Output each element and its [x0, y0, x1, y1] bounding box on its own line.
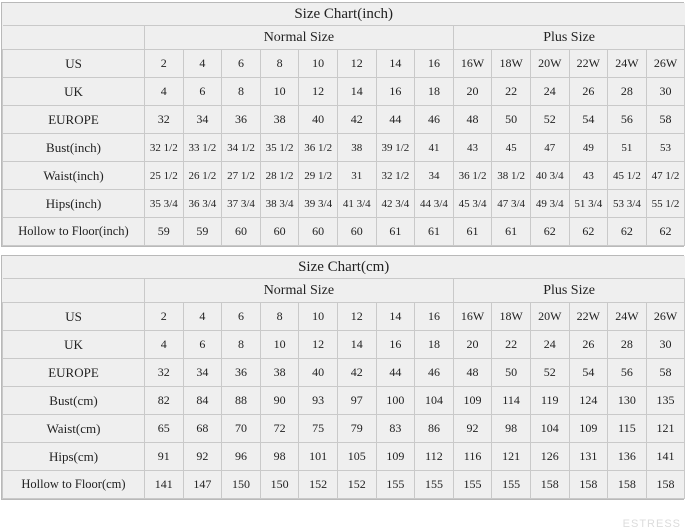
table-row [3, 443, 685, 471]
row-label: US [3, 303, 145, 331]
row-label: Waist(inch) [3, 162, 145, 190]
cell: 101 [299, 443, 338, 471]
cell: 6 [183, 331, 222, 359]
cell: 18 [415, 331, 454, 359]
cell: 10 [260, 78, 299, 106]
cell: 59 [145, 218, 184, 246]
cell: 104 [530, 415, 569, 443]
cell: 24W [608, 303, 647, 331]
cell: 27 1/2 [222, 162, 261, 190]
cell: 16 [415, 50, 454, 78]
cell: 155 [492, 471, 531, 499]
cell: 51 [608, 134, 647, 162]
cell: 126 [530, 443, 569, 471]
cell: 47 1/2 [646, 162, 685, 190]
cell: 61 [415, 218, 454, 246]
cell: 48 [453, 359, 492, 387]
cell: 109 [569, 415, 608, 443]
cell: 28 [608, 331, 647, 359]
cell: 44 [376, 359, 415, 387]
cell: 32 1/2 [145, 134, 184, 162]
cell: 56 [608, 359, 647, 387]
cell: 2 [145, 50, 184, 78]
cell: 155 [453, 471, 492, 499]
cell: 41 [415, 134, 454, 162]
cell: 150 [222, 471, 261, 499]
cell: 61 [453, 218, 492, 246]
cell: 86 [415, 415, 454, 443]
cell: 10 [299, 303, 338, 331]
table-title-row [3, 256, 685, 279]
cell: 40 3/4 [530, 162, 569, 190]
cell: 36 [222, 106, 261, 134]
cell: 20W [530, 303, 569, 331]
cell: 16W [453, 50, 492, 78]
table-row [3, 303, 685, 331]
cell: 38 [260, 106, 299, 134]
cell: 16 [376, 331, 415, 359]
cell: 6 [222, 303, 261, 331]
row-label: Hollow to Floor(inch) [3, 218, 145, 246]
cell: 8 [222, 331, 261, 359]
cell: 24W [608, 50, 647, 78]
cell: 4 [145, 331, 184, 359]
group-row-spacer [3, 26, 145, 50]
group-header-normal-size: Normal Size [145, 26, 454, 50]
cell: 8 [222, 78, 261, 106]
cell: 130 [608, 387, 647, 415]
cell: 22 [492, 78, 531, 106]
cell: 20W [530, 50, 569, 78]
row-label: Bust(cm) [3, 387, 145, 415]
cell: 54 [569, 106, 608, 134]
cell: 32 1/2 [376, 162, 415, 190]
cell: 119 [530, 387, 569, 415]
chart-title: Size Chart(cm) [3, 256, 685, 279]
cell: 88 [222, 387, 261, 415]
size-chart-cm-table [2, 256, 685, 499]
cell: 26W [646, 50, 685, 78]
table-group-row [3, 26, 685, 50]
cell: 45 3/4 [453, 190, 492, 218]
cell: 53 [646, 134, 685, 162]
cell: 20 [453, 78, 492, 106]
cell: 30 [646, 331, 685, 359]
cell: 124 [569, 387, 608, 415]
cell: 82 [145, 387, 184, 415]
cell: 22 [492, 331, 531, 359]
cell: 8 [260, 303, 299, 331]
cell: 28 1/2 [260, 162, 299, 190]
cell: 12 [299, 78, 338, 106]
cell: 43 [453, 134, 492, 162]
cell: 97 [337, 387, 376, 415]
cell: 12 [299, 331, 338, 359]
cell: 38 [260, 359, 299, 387]
cell: 72 [260, 415, 299, 443]
cell: 91 [145, 443, 184, 471]
cell: 16 [376, 78, 415, 106]
cell: 37 3/4 [222, 190, 261, 218]
cell: 98 [260, 443, 299, 471]
cell: 14 [376, 303, 415, 331]
cell: 62 [646, 218, 685, 246]
table-row [3, 50, 685, 78]
cell: 48 [453, 106, 492, 134]
cell: 141 [646, 443, 685, 471]
cell: 32 [145, 359, 184, 387]
cell: 58 [646, 359, 685, 387]
cell: 155 [376, 471, 415, 499]
cell: 2 [145, 303, 184, 331]
size-chart-inch-table [2, 3, 685, 246]
row-label: UK [3, 78, 145, 106]
chart-title: Size Chart(inch) [3, 3, 685, 26]
cell: 26 [569, 331, 608, 359]
cell: 34 [415, 162, 454, 190]
cell: 10 [260, 331, 299, 359]
cell: 34 [183, 359, 222, 387]
cell: 32 [145, 106, 184, 134]
size-chart-inch-block [1, 2, 684, 247]
cell: 49 3/4 [530, 190, 569, 218]
table-row [3, 78, 685, 106]
cell: 20 [453, 331, 492, 359]
cell: 43 [569, 162, 608, 190]
table-row [3, 387, 685, 415]
cell: 39 3/4 [299, 190, 338, 218]
cell: 62 [608, 218, 647, 246]
cell: 46 [415, 106, 454, 134]
cell: 136 [608, 443, 647, 471]
cell: 158 [530, 471, 569, 499]
cell: 28 [608, 78, 647, 106]
cell: 36 3/4 [183, 190, 222, 218]
cell: 60 [260, 218, 299, 246]
cell: 42 3/4 [376, 190, 415, 218]
row-label: US [3, 50, 145, 78]
group-header-plus-size: Plus Size [453, 26, 685, 50]
cell: 41 3/4 [337, 190, 376, 218]
row-label: Hips(cm) [3, 443, 145, 471]
row-label: Hollow to Floor(cm) [3, 471, 145, 499]
cell: 115 [608, 415, 647, 443]
cell: 114 [492, 387, 531, 415]
cell: 46 [415, 359, 454, 387]
cell: 109 [376, 443, 415, 471]
cell: 58 [646, 106, 685, 134]
cell: 152 [337, 471, 376, 499]
cell: 38 1/2 [492, 162, 531, 190]
table-row [3, 134, 685, 162]
cell: 150 [260, 471, 299, 499]
table-row [3, 471, 685, 499]
cell: 44 3/4 [415, 190, 454, 218]
cell: 104 [415, 387, 454, 415]
cell: 44 [376, 106, 415, 134]
cell: 36 1/2 [299, 134, 338, 162]
cell: 52 [530, 106, 569, 134]
cell: 6 [183, 78, 222, 106]
cell: 47 [530, 134, 569, 162]
cell: 31 [337, 162, 376, 190]
cell: 50 [492, 106, 531, 134]
cell: 54 [569, 359, 608, 387]
cell: 35 3/4 [145, 190, 184, 218]
cell: 83 [376, 415, 415, 443]
table-row [3, 415, 685, 443]
cell: 96 [222, 443, 261, 471]
cell: 155 [415, 471, 454, 499]
cell: 30 [646, 78, 685, 106]
size-chart-page [0, 2, 685, 531]
cell: 60 [299, 218, 338, 246]
cell: 109 [453, 387, 492, 415]
cell: 61 [376, 218, 415, 246]
cell: 135 [646, 387, 685, 415]
cell: 53 3/4 [608, 190, 647, 218]
cell: 12 [337, 50, 376, 78]
cell: 22W [569, 303, 608, 331]
table-row [3, 106, 685, 134]
cell: 10 [299, 50, 338, 78]
table-row [3, 190, 685, 218]
cell: 24 [530, 331, 569, 359]
cell: 26 1/2 [183, 162, 222, 190]
cell: 16 [415, 303, 454, 331]
cell: 60 [222, 218, 261, 246]
cell: 36 1/2 [453, 162, 492, 190]
cell: 84 [183, 387, 222, 415]
group-header-normal-size: Normal Size [145, 279, 454, 303]
cell: 22W [569, 50, 608, 78]
table-group-row [3, 279, 685, 303]
row-label: EUROPE [3, 106, 145, 134]
cell: 60 [337, 218, 376, 246]
cell: 18W [492, 303, 531, 331]
cell: 51 3/4 [569, 190, 608, 218]
cell: 62 [530, 218, 569, 246]
cell: 61 [492, 218, 531, 246]
table-row [3, 162, 685, 190]
cell: 59 [183, 218, 222, 246]
cell: 56 [608, 106, 647, 134]
cell: 116 [453, 443, 492, 471]
cell: 14 [337, 331, 376, 359]
row-label: EUROPE [3, 359, 145, 387]
table-title-row [3, 3, 685, 26]
cell: 40 [299, 359, 338, 387]
cell: 92 [453, 415, 492, 443]
row-label: Waist(cm) [3, 415, 145, 443]
cell: 14 [337, 78, 376, 106]
cell: 75 [299, 415, 338, 443]
size-chart-cm-block [1, 255, 684, 500]
table-row [3, 218, 685, 246]
cell: 112 [415, 443, 454, 471]
cell: 34 [183, 106, 222, 134]
cell: 24 [530, 78, 569, 106]
cell: 42 [337, 106, 376, 134]
group-row-spacer [3, 279, 145, 303]
table-row [3, 359, 685, 387]
watermark-text: ESTRESS [622, 518, 681, 530]
cell: 4 [183, 303, 222, 331]
cell: 131 [569, 443, 608, 471]
cell: 93 [299, 387, 338, 415]
cell: 35 1/2 [260, 134, 299, 162]
cell: 14 [376, 50, 415, 78]
row-label: UK [3, 331, 145, 359]
cell: 8 [260, 50, 299, 78]
cell: 4 [145, 78, 184, 106]
cell: 39 1/2 [376, 134, 415, 162]
cell: 55 1/2 [646, 190, 685, 218]
cell: 79 [337, 415, 376, 443]
group-header-plus-size: Plus Size [453, 279, 685, 303]
cell: 45 [492, 134, 531, 162]
cell: 38 [337, 134, 376, 162]
cell: 16W [453, 303, 492, 331]
row-label: Bust(inch) [3, 134, 145, 162]
cell: 45 1/2 [608, 162, 647, 190]
cell: 26W [646, 303, 685, 331]
cell: 33 1/2 [183, 134, 222, 162]
row-label: Hips(inch) [3, 190, 145, 218]
cell: 52 [530, 359, 569, 387]
cell: 158 [569, 471, 608, 499]
cell: 92 [183, 443, 222, 471]
cell: 36 [222, 359, 261, 387]
cell: 98 [492, 415, 531, 443]
cell: 141 [145, 471, 184, 499]
cell: 40 [299, 106, 338, 134]
cell: 70 [222, 415, 261, 443]
cell: 152 [299, 471, 338, 499]
cell: 50 [492, 359, 531, 387]
cell: 158 [608, 471, 647, 499]
cell: 34 1/2 [222, 134, 261, 162]
cell: 38 3/4 [260, 190, 299, 218]
cell: 90 [260, 387, 299, 415]
cell: 62 [569, 218, 608, 246]
cell: 18W [492, 50, 531, 78]
cell: 121 [646, 415, 685, 443]
cell: 12 [337, 303, 376, 331]
table-row [3, 331, 685, 359]
cell: 147 [183, 471, 222, 499]
cell: 105 [337, 443, 376, 471]
cell: 158 [646, 471, 685, 499]
cell: 4 [183, 50, 222, 78]
cell: 68 [183, 415, 222, 443]
cell: 42 [337, 359, 376, 387]
cell: 18 [415, 78, 454, 106]
cell: 49 [569, 134, 608, 162]
cell: 121 [492, 443, 531, 471]
cell: 6 [222, 50, 261, 78]
cell: 65 [145, 415, 184, 443]
cell: 47 3/4 [492, 190, 531, 218]
cell: 25 1/2 [145, 162, 184, 190]
cell: 100 [376, 387, 415, 415]
cell: 29 1/2 [299, 162, 338, 190]
cell: 26 [569, 78, 608, 106]
